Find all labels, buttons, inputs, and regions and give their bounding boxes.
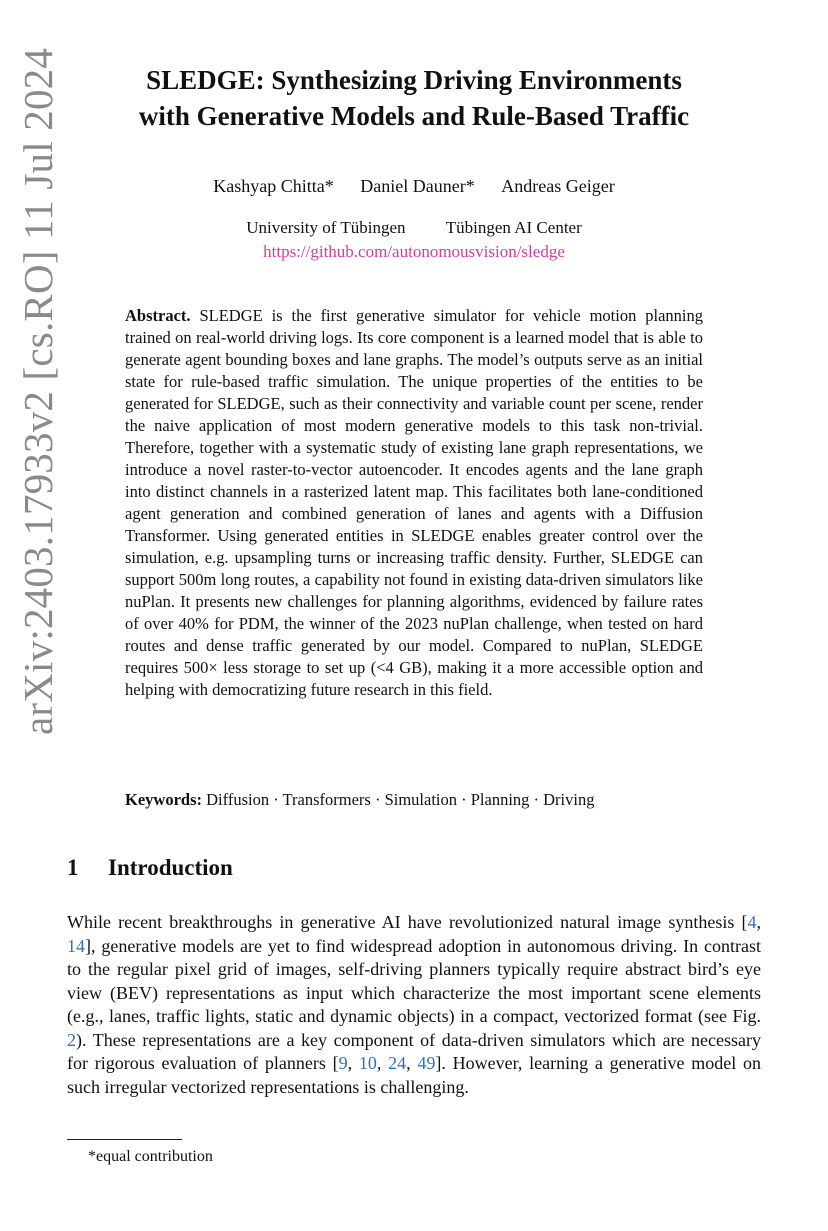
repository-link[interactable]: https://github.com/autonomousvision/sledge <box>263 242 565 261</box>
intro-text-2: ], generative models are yet to find widespread adoption in autonomous driving. In contrast to the regular pixel grid of images, self-driving planners typically require abstract bird’s eye view (BEV) representations as input which characterize the most important scene elements (e.g., lanes, traffic lights, static and dynamic objects) in a compact, vectorized format (see Fig. <box>67 935 761 1026</box>
citation-link[interactable]: 49 <box>417 1053 436 1073</box>
citation-separator: , <box>376 1053 389 1073</box>
abstract-label: Abstract. <box>125 306 191 325</box>
abstract-text: SLEDGE is the first generative simulator for vehicle motion planning trained on real-world driving logs. Its core component is a learned model that is able to generate agent bounding boxes and lane graphs. The model’s outputs serve as an initial state for rule-based traffic simulation. The unique properties of the entities to be generated for SLEDGE, such as their connectivity and variable count per scene, render the naive application of most modern generative models to this task non-trivial. Therefore, together with a systematic study of existing lane graph representations, we introduce a novel raster-to-vector autoencoder. It encodes agents and the lane graph into distinct channels in a rasterized latent map. This facilitates both lane-conditioned agent generation and combined generation of lanes and agents with a Diffusion Transformer. Using generated entities in SLEDGE enables greater control over the simulation, e.g. upsampling turns or increasing traffic density. Further, SLEDGE can support 500m long routes, a capability not found in existing data-driven simulators like nuPlan. It presents new challenges for planning algorithms, evidenced by failure rates of over 40% for PDM, the winner of the 2023 nuPlan challenge, when tested on hard routes and dense traffic generated by our model. Compared to nuPlan, SLEDGE requires 500× less storage to set up (<4 GB), making it a more accessible option and helping with democratizing future research in this field. <box>125 306 703 699</box>
author-3: Andreas Geiger <box>501 176 615 196</box>
title-line-2: with Generative Models and Rule-Based Traffic <box>138 101 690 131</box>
citation-link[interactable]: 9 <box>338 1053 348 1073</box>
section-heading <box>67 855 233 881</box>
section-title: Introduction <box>108 855 233 880</box>
affiliation-list <box>130 218 698 238</box>
citation-separator: , <box>756 912 761 932</box>
title-line-1: SLEDGE: Synthesizing Driving Environments <box>146 65 682 95</box>
keywords-text: Diffusion · Transformers · Simulation · Planning · Driving <box>206 790 595 809</box>
citation-link[interactable]: 24 <box>388 1053 407 1073</box>
author-list <box>130 176 698 197</box>
author-1: Kashyap Chitta* <box>213 176 334 196</box>
intro-text-1: While recent breakthroughs in generative AI have revolutionized natural image synthesis [ <box>67 912 748 932</box>
figure-ref-link[interactable]: 2 <box>67 1029 76 1050</box>
citation-link[interactable]: 4 <box>747 912 757 932</box>
author-2: Daniel Dauner* <box>360 176 475 196</box>
affiliation-1: University of Tübingen <box>246 218 406 237</box>
citation-separator: , <box>406 1053 418 1073</box>
footnote-divider <box>67 1139 182 1140</box>
abstract-block <box>125 305 703 701</box>
footnote: *equal contribution <box>88 1148 213 1165</box>
citation-link[interactable]: 14 <box>67 935 85 956</box>
citation-separator: , <box>347 1053 359 1073</box>
citation-link[interactable]: 10 <box>358 1053 377 1073</box>
intro-text-4: ]. However, learning a generative model on such irregular vectorized representations is challenging. <box>67 1053 762 1097</box>
arxiv-side-stamp: arXiv:2403.17933v2 [cs.RO] 11 Jul 2024 <box>15 47 61 735</box>
section-number: 1 <box>67 855 79 880</box>
intro-paragraph <box>67 911 761 1099</box>
keywords-line <box>125 790 715 810</box>
keywords-label: Keywords: <box>125 790 202 809</box>
intro-text-3: ). These representations are a key component of data-driven simulators which are necessary for rigorous evaluation of planners [ <box>67 1029 761 1073</box>
affiliation-2: Tübingen AI Center <box>445 218 582 237</box>
paper-title <box>60 62 768 134</box>
